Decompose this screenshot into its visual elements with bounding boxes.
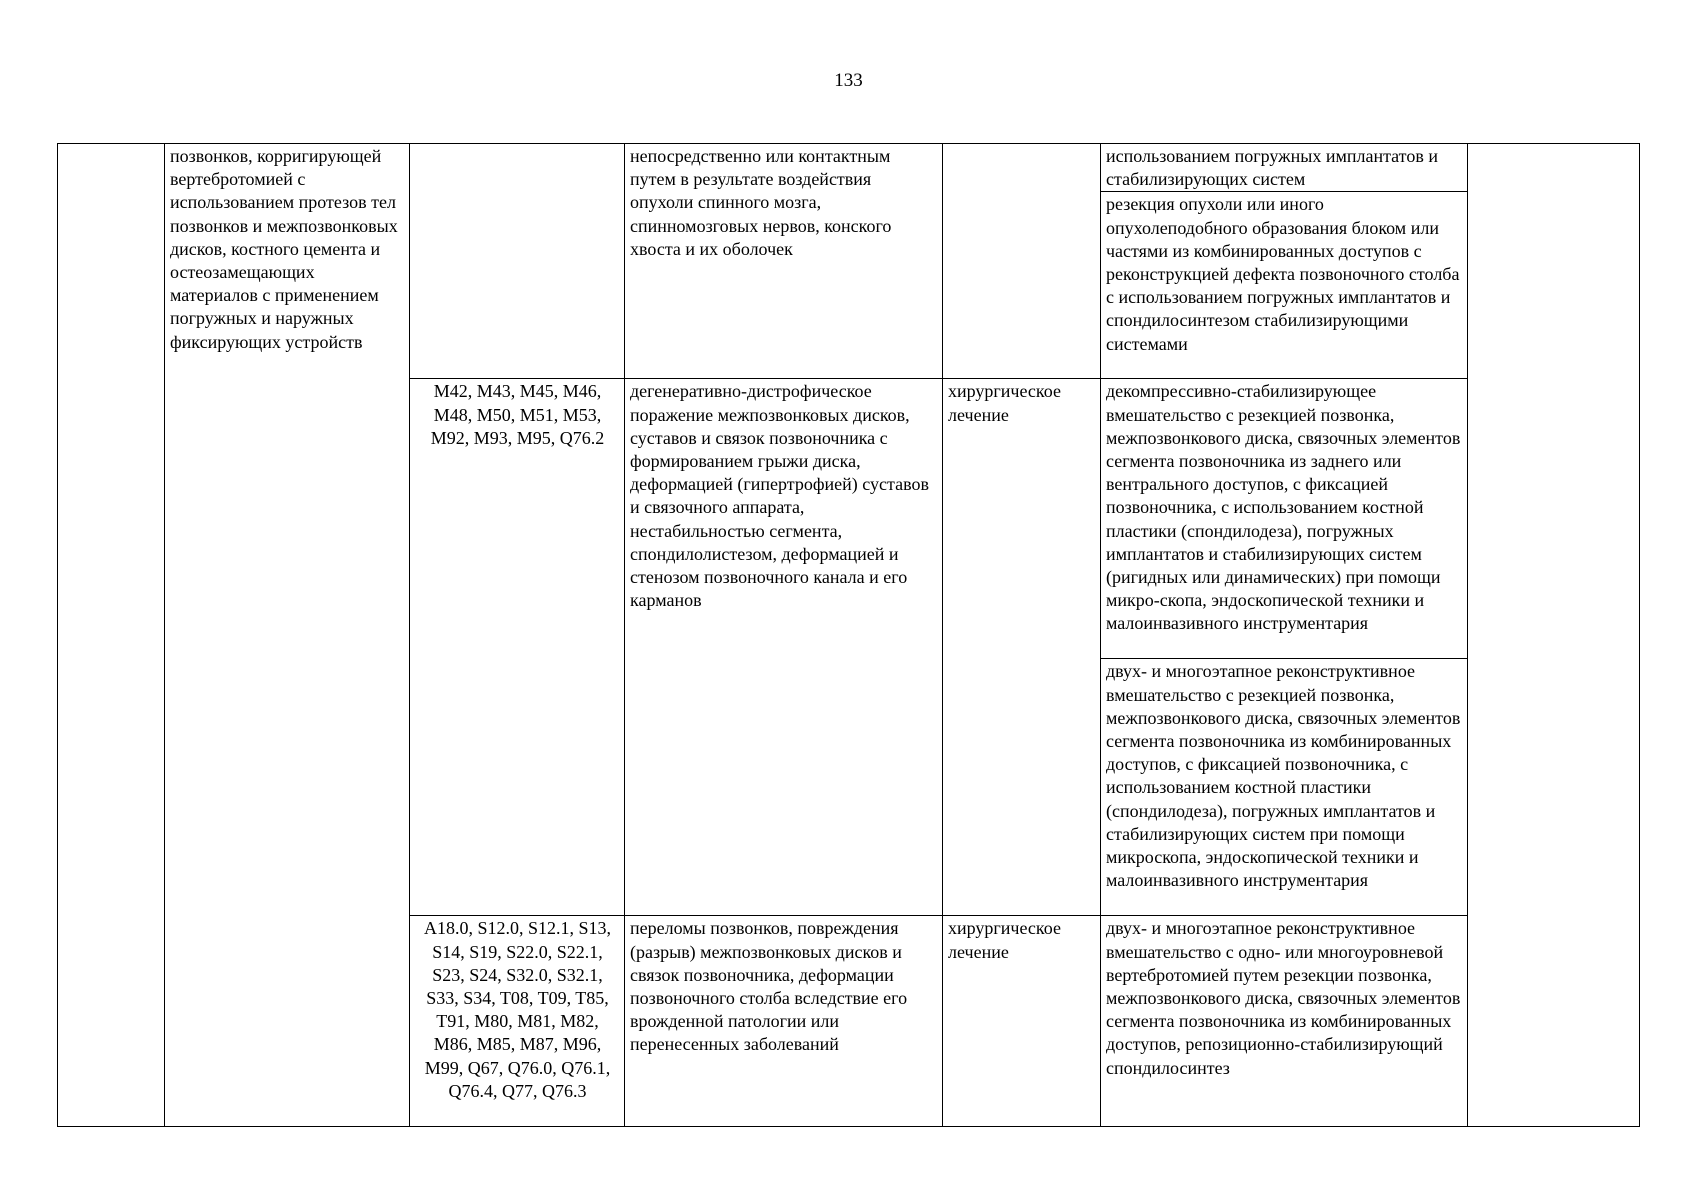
treatment-method-cell: использованием погружных имплантатов и стабилизирующих систем — [1101, 144, 1468, 192]
treatment-type-cell: хирургическое лечение — [943, 916, 1101, 1127]
treatment-method-cell: декомпрессивно-стабилизирующее вмешательство с резекцией позвонка, межпозвонкового диска, связочных элементов сегмента позвоночника из заднего или вентрального доступов, с фиксацией позвоночника, с использованием костной пластики (спондилодеза), погружных имплантатов и стабилизирующих систем (ригидных или динамических) при помощи микро-скопа, эндоскопической техники и малоинвазивного инструментария — [1101, 379, 1468, 659]
icd-codes-cell: M42, M43, M45, M46, M48, M50, M51, M53, M92, M93, M95, Q76.2 — [410, 379, 625, 916]
index-cell — [58, 144, 165, 1127]
care-type-cell: позвонков, корригирующей вертебротомией с использованием протезов тел позвонков и межпозвонковых дисков, костного цемента и остеозамещающих материалов с применением погружных и наружных фиксирующих устройств — [165, 144, 410, 1127]
treatment-method-cell: резекция опухоли или иного опухолеподобного образования блоком или частями из комбинированных доступов с реконструкцией дефекта позвоночного столба с использованием погружных имплантатов и спондилосинтезом стабилизирующими системами — [1101, 192, 1468, 379]
cost-cell — [1468, 144, 1640, 1127]
treatment-type-cell: хирургическое лечение — [943, 379, 1101, 916]
treatment-method-cell: двух- и многоэтапное реконструктивное вмешательство с одно- или многоуровневой вертебротомией путем резекции позвонка, межпозвонкового диска, связочных элементов сегмента позвоночника из комбинированных доступов, репозиционно-стабилизирующий спондилосинтез — [1101, 916, 1468, 1127]
patient-model-cell: непосредственно или контактным путем в результате воздействия опухоли спинного мозга, спинномозговых нервов, конского хвоста и их оболочек — [625, 144, 943, 379]
patient-model-cell: дегенеративно-дистрофическое поражение межпозвонковых дисков, суставов и связок позвоночника с формированием грыжи диска, деформацией (гипертрофией) суставов и связочного аппарата, нестабильностью сегмента, спондилолистезом, деформацией и стенозом позвоночного канала и его карманов — [625, 379, 943, 916]
icd-codes-cell — [410, 144, 625, 379]
page-number: 133 — [834, 70, 863, 91]
treatment-type-cell — [943, 144, 1101, 379]
icd-codes-cell: A18.0, S12.0, S12.1, S13, S14, S19, S22.0, S22.1, S23, S24, S32.0, S32.1, S33, S34, T08, T09, T85, T91, M80, M81, M82, M86, M85, M87, M96, M99, Q67, Q76.0, Q76.1, Q76.4, Q77, Q76.3 — [410, 916, 625, 1127]
treatment-method-cell: двух- и многоэтапное реконструктивное вмешательство с резекцией позвонка, межпозвонкового диска, связочных элементов сегмента позвоночника из комбинированных доступов, с фиксацией позвоночника, с использованием костной пластики (спондилодеза), погружных имплантатов и стабилизирующих систем при помощи микроскопа, эндоскопической техники и малоинвазивного инструментария — [1101, 659, 1468, 916]
patient-model-cell: переломы позвонков, повреждения (разрыв) межпозвонковых дисков и связок позвоночника, деформации позвоночного столба вследствие его врожденной патологии или перенесенных заболеваний — [625, 916, 943, 1127]
medical-care-table — [57, 143, 1640, 1127]
